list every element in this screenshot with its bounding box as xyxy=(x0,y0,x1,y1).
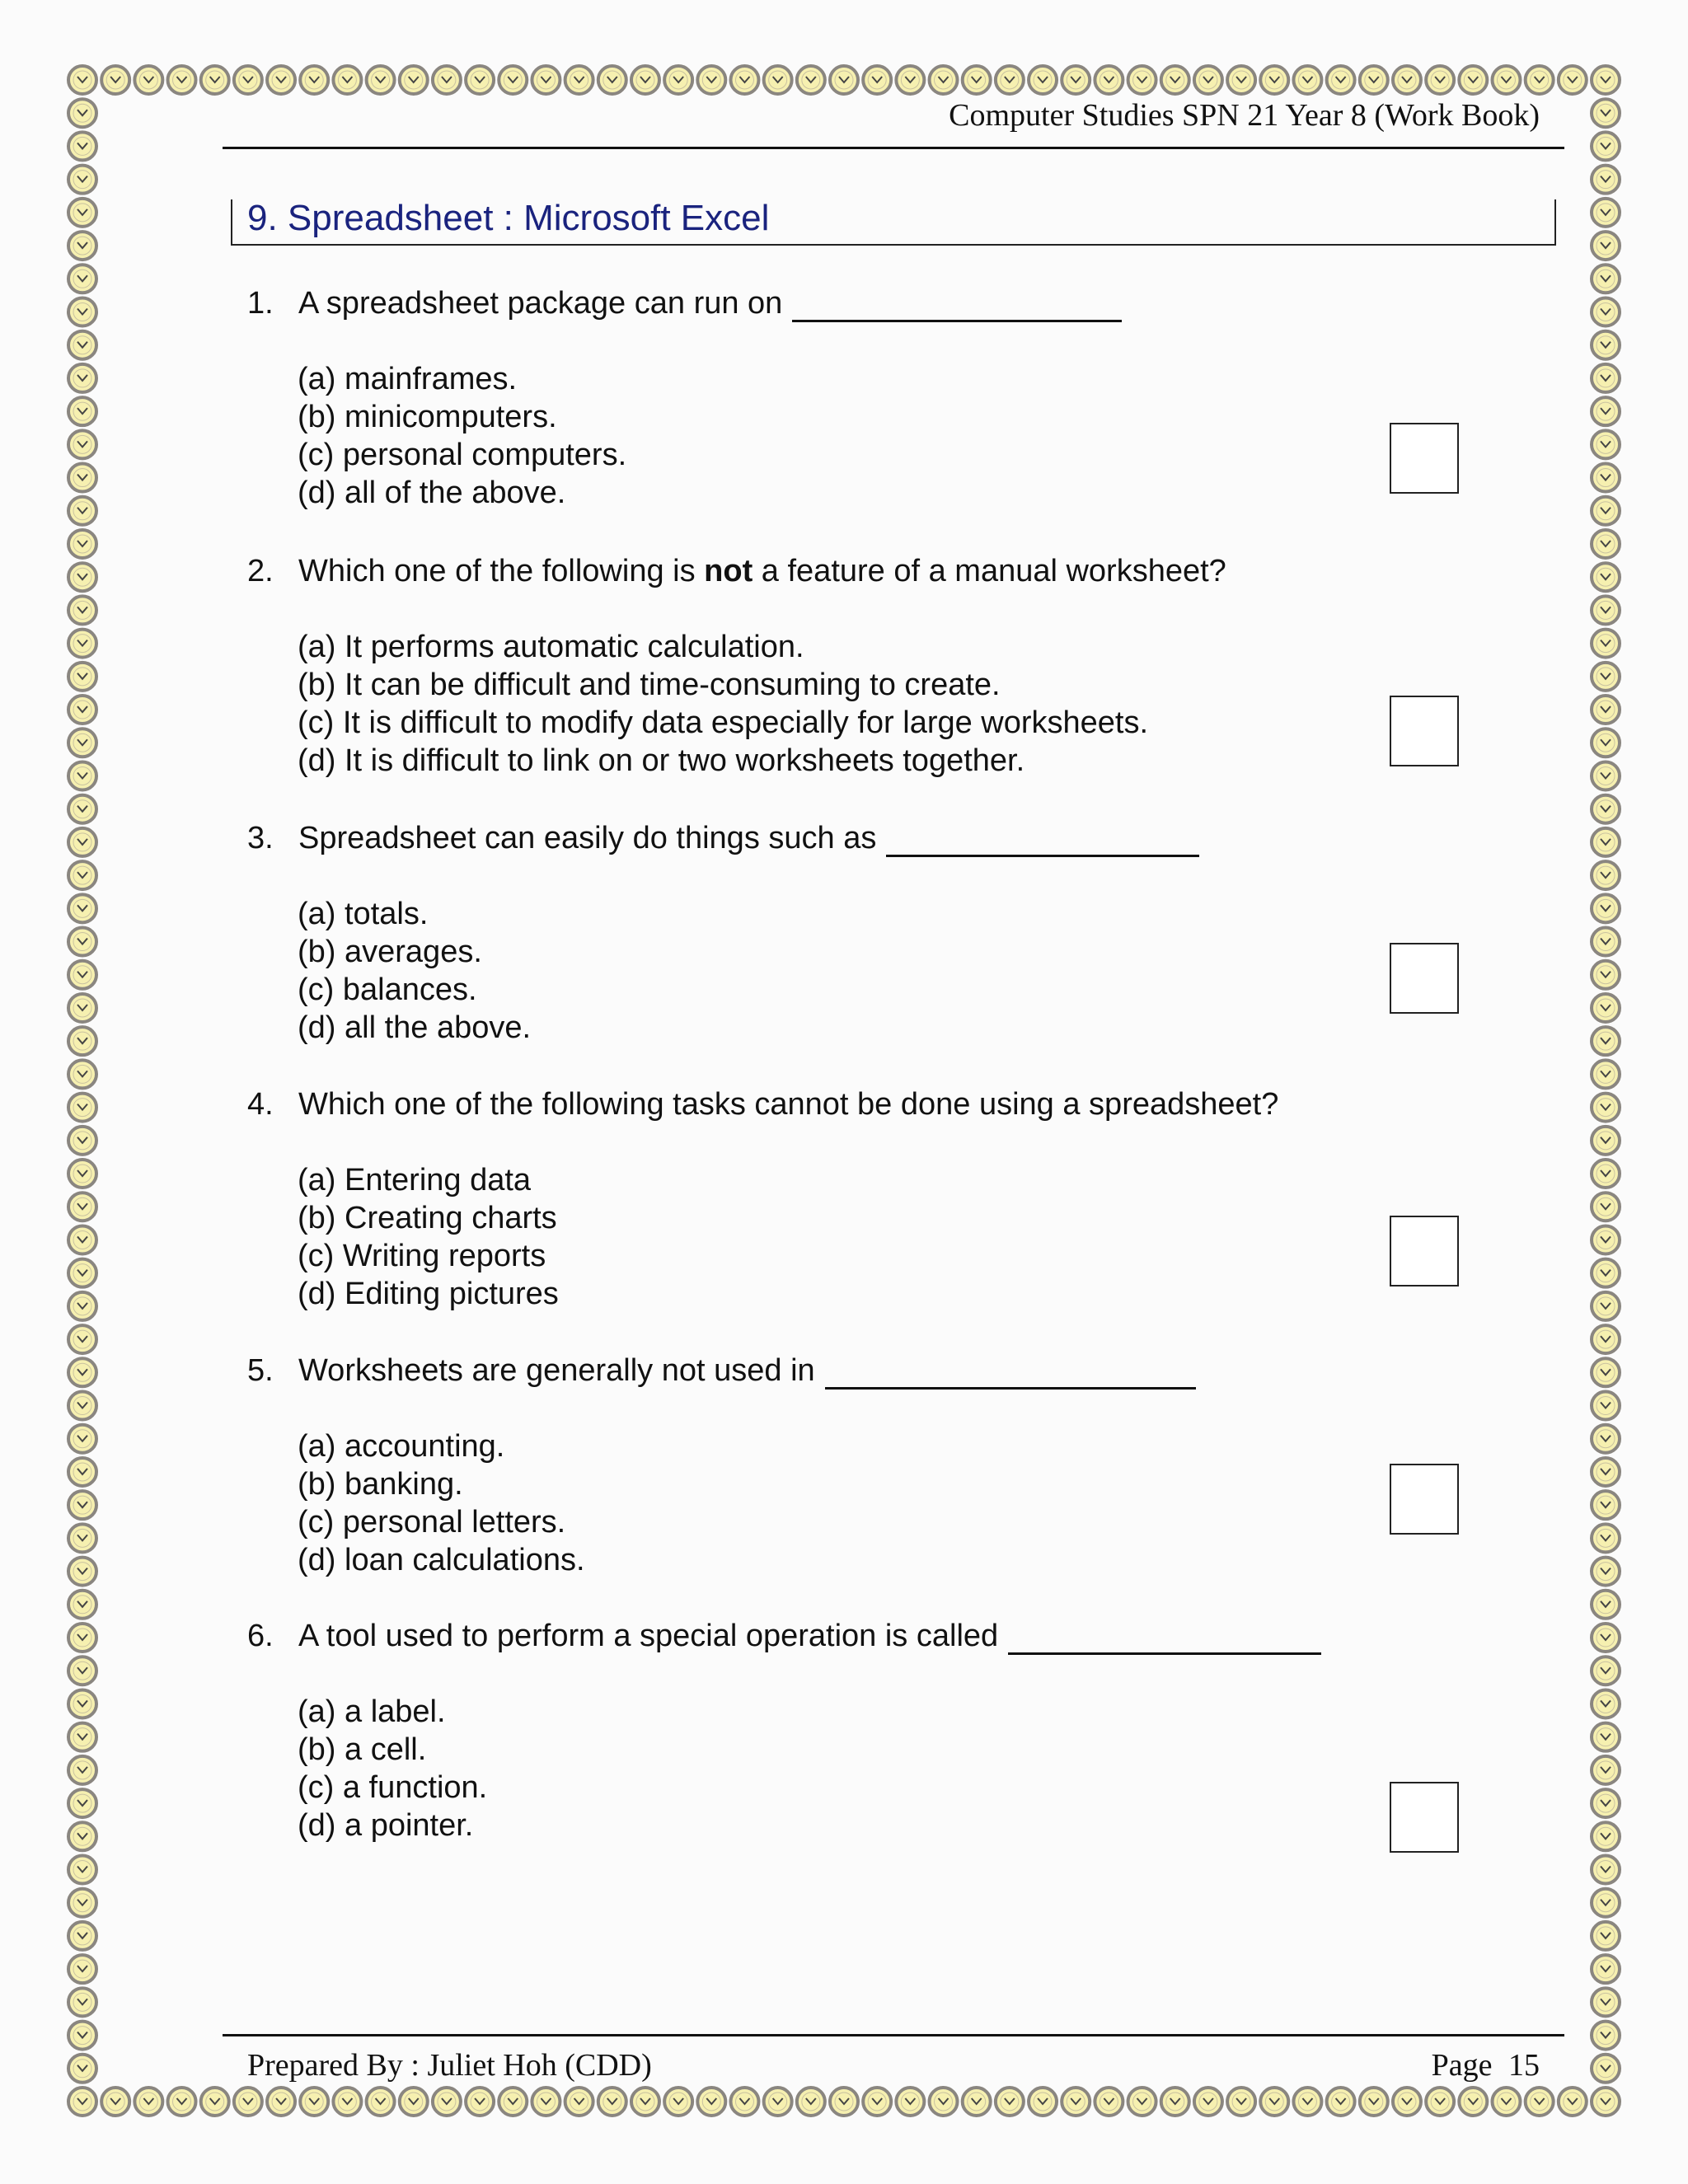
option: (b) a cell. xyxy=(298,1732,427,1767)
clock-icon xyxy=(1592,1723,1620,1751)
clock-icon xyxy=(1592,563,1620,591)
clock-icon xyxy=(1095,66,1123,94)
question-text: A tool used to perform a special operation is called xyxy=(298,1619,999,1653)
clock-icon xyxy=(1426,2088,1454,2116)
clock-icon xyxy=(234,2088,262,2116)
clock-icon xyxy=(68,861,96,889)
option: (c) personal letters. xyxy=(298,1505,566,1540)
question-1 xyxy=(247,284,1122,322)
question-text: Which one of the following tasks cannot be done using a spreadsheet? xyxy=(298,1087,1279,1122)
clock-icon xyxy=(68,1558,96,1586)
clock-icon xyxy=(68,497,96,525)
clock-icon xyxy=(68,1458,96,1486)
clock-icon xyxy=(1592,1094,1620,1122)
clock-icon xyxy=(1393,2088,1421,2116)
clock-icon xyxy=(68,132,96,160)
clock-icon xyxy=(68,894,96,922)
clock-icon xyxy=(68,265,96,293)
option: (d) all the above. xyxy=(298,1010,532,1045)
clock-icon xyxy=(1592,530,1620,558)
clock-icon xyxy=(68,1856,96,1884)
page-number: 15 xyxy=(1508,2048,1540,2083)
clock-icon xyxy=(68,2055,96,2083)
clock-icon xyxy=(1360,66,1388,94)
clock-icon xyxy=(201,66,229,94)
clock-icon xyxy=(333,2088,361,2116)
clock-icon xyxy=(433,2088,461,2116)
option: (b) averages. xyxy=(298,935,482,969)
clock-icon xyxy=(499,2088,527,2116)
clock-icon xyxy=(68,1425,96,1453)
clock-icon xyxy=(1592,1856,1620,1884)
clock-icon xyxy=(830,2088,858,2116)
question-2-options xyxy=(298,628,1148,780)
answer-box-3[interactable] xyxy=(1390,943,1459,1014)
option: (d) It is difficult to link on or two worksheets together. xyxy=(298,743,1025,778)
option: (a) Entering data xyxy=(298,1163,532,1197)
clock-icon xyxy=(1526,66,1554,94)
clock-icon xyxy=(1526,2088,1554,2116)
clock-icon xyxy=(565,66,593,94)
clock-icon xyxy=(1592,994,1620,1022)
clock-icon xyxy=(1592,1955,1620,1983)
clock-icon xyxy=(68,1524,96,1552)
clock-icon xyxy=(1592,2088,1620,2116)
clock-icon xyxy=(400,66,428,94)
clock-icon xyxy=(68,2022,96,2050)
clock-icon xyxy=(499,66,527,94)
clock-icon xyxy=(68,1723,96,1751)
clock-icon xyxy=(1592,1624,1620,1652)
header-divider xyxy=(223,147,1564,149)
clock-icon xyxy=(1592,961,1620,989)
clock-icon xyxy=(532,2088,560,2116)
clock-icon xyxy=(68,1027,96,1055)
clock-icon xyxy=(1592,1127,1620,1155)
clock-icon xyxy=(1592,2022,1620,2050)
clock-icon xyxy=(68,1193,96,1221)
clock-icon xyxy=(631,2088,659,2116)
clock-icon xyxy=(1227,2088,1255,2116)
clock-icon xyxy=(1592,1325,1620,1353)
answer-box-2[interactable] xyxy=(1390,696,1459,766)
question-4-options xyxy=(298,1161,559,1313)
clock-icon xyxy=(134,2088,162,2116)
clock-icon xyxy=(466,2088,494,2116)
answer-box-5[interactable] xyxy=(1390,1464,1459,1535)
question-number: 2. xyxy=(247,554,274,588)
clock-icon xyxy=(101,66,129,94)
clock-icon xyxy=(1592,1458,1620,1486)
clock-icon xyxy=(1592,1027,1620,1055)
clock-icon xyxy=(1492,66,1520,94)
clock-icon xyxy=(300,66,328,94)
clock-icon xyxy=(68,1491,96,1519)
clock-icon xyxy=(1592,828,1620,856)
clock-icon xyxy=(1592,1889,1620,1917)
clock-icon xyxy=(1592,596,1620,624)
option: (d) all of the above. xyxy=(298,476,566,510)
clock-icon xyxy=(1592,1558,1620,1586)
clock-icon xyxy=(1592,1358,1620,1386)
clock-icon xyxy=(1592,1756,1620,1784)
clock-icon xyxy=(134,66,162,94)
option: (a) accounting. xyxy=(298,1429,505,1464)
clock-icon xyxy=(1592,1690,1620,1718)
clock-icon xyxy=(68,1292,96,1320)
clock-icon xyxy=(730,2088,758,2116)
clock-icon xyxy=(68,663,96,691)
clock-icon xyxy=(1260,2088,1288,2116)
question-1-options xyxy=(298,360,626,512)
clock-icon xyxy=(68,232,96,260)
clock-icon xyxy=(68,1789,96,1817)
question-6 xyxy=(247,1617,1321,1655)
clock-icon xyxy=(1592,630,1620,658)
option: (c) a function. xyxy=(298,1770,488,1805)
clock-icon xyxy=(764,66,792,94)
answer-box-1[interactable] xyxy=(1390,423,1459,494)
clock-icon xyxy=(1194,2088,1222,2116)
clock-icon xyxy=(68,729,96,757)
question-number: 4. xyxy=(247,1087,274,1122)
clock-icon xyxy=(1592,1822,1620,1850)
clock-icon xyxy=(1592,1292,1620,1320)
clock-icon xyxy=(1592,861,1620,889)
clock-icon xyxy=(1592,729,1620,757)
clock-icon xyxy=(1459,2088,1487,2116)
question-text: A spreadsheet package can run on xyxy=(298,286,783,321)
clock-icon xyxy=(68,1988,96,2016)
clock-icon xyxy=(1592,199,1620,227)
clock-icon xyxy=(1592,1524,1620,1552)
clock-icon xyxy=(68,1690,96,1718)
option: (b) minicomputers. xyxy=(298,400,557,434)
clock-icon xyxy=(1592,928,1620,956)
clock-icon xyxy=(267,66,295,94)
clock-icon xyxy=(730,66,758,94)
clock-icon xyxy=(1592,364,1620,392)
clock-icon xyxy=(1592,265,1620,293)
clock-icon xyxy=(1161,66,1189,94)
clock-icon xyxy=(68,1922,96,1950)
clock-icon xyxy=(1592,66,1620,94)
clock-icon xyxy=(1492,2088,1520,2116)
clock-icon xyxy=(1095,2088,1123,2116)
clock-icon xyxy=(1128,66,1156,94)
clock-icon xyxy=(896,66,924,94)
clock-icon xyxy=(267,2088,295,2116)
clock-icon xyxy=(1592,298,1620,326)
clock-icon xyxy=(101,2088,129,2116)
clock-icon xyxy=(1592,1259,1620,1287)
clock-icon xyxy=(631,66,659,94)
clock-icon xyxy=(863,66,891,94)
question-6-options xyxy=(298,1693,487,1844)
answer-blank[interactable] xyxy=(825,1356,1196,1390)
clock-icon xyxy=(664,2088,692,2116)
clock-icon xyxy=(68,563,96,591)
clock-icon xyxy=(1592,232,1620,260)
clock-icon xyxy=(1592,132,1620,160)
clock-icon xyxy=(1592,1193,1620,1221)
answer-blank[interactable] xyxy=(1008,1621,1321,1655)
clock-icon xyxy=(797,2088,825,2116)
clock-icon xyxy=(532,66,560,94)
clock-icon xyxy=(764,2088,792,2116)
clock-icon xyxy=(1592,1392,1620,1420)
clock-icon xyxy=(68,1325,96,1353)
clock-icon xyxy=(68,1955,96,1983)
clock-icon xyxy=(68,1392,96,1420)
clock-icon xyxy=(930,2088,958,2116)
clock-icon xyxy=(168,2088,196,2116)
clock-icon xyxy=(68,994,96,1022)
clock-icon xyxy=(68,199,96,227)
clock-icon xyxy=(1592,1491,1620,1519)
clock-icon xyxy=(400,2088,428,2116)
clock-icon xyxy=(1592,1789,1620,1817)
option: (b) banking. xyxy=(298,1467,463,1502)
clock-icon xyxy=(68,1358,96,1386)
clock-icon xyxy=(697,2088,725,2116)
clock-icon xyxy=(68,1094,96,1122)
option: (a) totals. xyxy=(298,897,429,931)
clock-icon xyxy=(1592,663,1620,691)
question-5 xyxy=(247,1352,1196,1390)
clock-icon xyxy=(1194,66,1222,94)
clock-icon xyxy=(1592,894,1620,922)
option: (c) Writing reports xyxy=(298,1239,546,1273)
clock-icon xyxy=(68,795,96,823)
clock-icon xyxy=(1592,1425,1620,1453)
clock-icon xyxy=(367,66,395,94)
clock-icon xyxy=(1029,66,1057,94)
answer-blank[interactable] xyxy=(792,288,1122,322)
clock-icon xyxy=(201,2088,229,2116)
clock-icon xyxy=(1592,497,1620,525)
clock-icon xyxy=(1426,66,1454,94)
clock-icon xyxy=(996,66,1024,94)
option: (b) Creating charts xyxy=(298,1201,557,1235)
question-2 xyxy=(247,552,1226,590)
page-label: Page xyxy=(1431,2048,1493,2083)
option: (a) a label. xyxy=(298,1694,446,1729)
footer-divider xyxy=(223,2034,1564,2036)
clock-icon xyxy=(68,596,96,624)
clock-icon xyxy=(664,66,692,94)
clock-icon xyxy=(598,2088,626,2116)
question-4 xyxy=(247,1085,1278,1123)
question-text: Worksheets are generally not used in xyxy=(298,1353,815,1388)
clock-icon xyxy=(68,66,96,94)
answer-box-6[interactable] xyxy=(1390,1782,1459,1853)
clock-icon xyxy=(565,2088,593,2116)
clock-icon xyxy=(68,530,96,558)
clock-icon xyxy=(68,1889,96,1917)
clock-icon xyxy=(598,66,626,94)
clock-icon xyxy=(68,1624,96,1652)
clock-icon xyxy=(1592,1060,1620,1088)
clock-icon xyxy=(1062,66,1090,94)
question-number: 6. xyxy=(247,1619,274,1653)
clock-icon xyxy=(1592,1591,1620,1619)
question-text: Which one of the following is xyxy=(298,554,696,588)
clock-icon xyxy=(996,2088,1024,2116)
clock-icon xyxy=(697,66,725,94)
clock-icon xyxy=(68,961,96,989)
clock-icon xyxy=(333,66,361,94)
question-number: 1. xyxy=(247,286,274,321)
clock-icon xyxy=(1459,66,1487,94)
question-3-options xyxy=(298,895,531,1047)
option: (a) mainframes. xyxy=(298,362,518,396)
clock-icon xyxy=(466,66,494,94)
question-3 xyxy=(247,819,1199,857)
option: (c) personal computers. xyxy=(298,438,627,472)
option: (d) Editing pictures xyxy=(298,1277,559,1311)
clock-icon xyxy=(68,762,96,790)
question-5-options xyxy=(298,1427,585,1579)
clock-icon xyxy=(1592,1226,1620,1254)
clock-icon xyxy=(234,66,262,94)
answer-blank[interactable] xyxy=(886,823,1199,857)
answer-box-4[interactable] xyxy=(1390,1216,1459,1286)
clock-icon xyxy=(1592,430,1620,458)
clock-icon xyxy=(1559,2088,1587,2116)
clock-icon xyxy=(1592,99,1620,127)
clock-icon xyxy=(1128,2088,1156,2116)
clock-icon xyxy=(963,2088,991,2116)
clock-icon xyxy=(1360,2088,1388,2116)
clock-icon xyxy=(1293,2088,1321,2116)
clock-icon xyxy=(1029,2088,1057,2116)
question-emphasis: not xyxy=(704,554,753,588)
clock-icon xyxy=(1592,1922,1620,1950)
clock-icon xyxy=(1592,1160,1620,1188)
clock-icon xyxy=(168,66,196,94)
clock-icon xyxy=(797,66,825,94)
clock-icon xyxy=(68,630,96,658)
option: (b) It can be difficult and time-consuming to create. xyxy=(298,668,1001,702)
clock-icon xyxy=(68,696,96,724)
clock-icon xyxy=(930,66,958,94)
clock-icon xyxy=(68,397,96,425)
clock-icon xyxy=(68,298,96,326)
clock-icon xyxy=(68,430,96,458)
clock-icon xyxy=(1592,397,1620,425)
clock-icon xyxy=(1062,2088,1090,2116)
question-text: a feature of a manual worksheet? xyxy=(761,554,1226,588)
question-number: 3. xyxy=(247,821,274,855)
clock-icon xyxy=(1559,66,1587,94)
clock-icon xyxy=(1161,2088,1189,2116)
clock-icon xyxy=(68,1756,96,1784)
clock-icon xyxy=(1327,66,1355,94)
clock-icon xyxy=(68,1591,96,1619)
clock-icon xyxy=(1592,696,1620,724)
clock-icon xyxy=(68,1060,96,1088)
question-number: 5. xyxy=(247,1353,274,1388)
option: (d) loan calculations. xyxy=(298,1543,585,1577)
clock-icon xyxy=(1592,166,1620,194)
clock-icon xyxy=(863,2088,891,2116)
clock-icon xyxy=(68,1822,96,1850)
header-title: Computer Studies SPN 21 Year 8 (Work Book) xyxy=(949,98,1540,133)
clock-icon xyxy=(68,2088,96,2116)
option: (c) balances. xyxy=(298,972,477,1007)
clock-icon xyxy=(1592,1988,1620,2016)
clock-icon xyxy=(963,66,991,94)
clock-icon xyxy=(68,828,96,856)
clock-icon xyxy=(68,1657,96,1685)
clock-icon xyxy=(68,1259,96,1287)
clock-icon xyxy=(1592,795,1620,823)
option: (d) a pointer. xyxy=(298,1808,474,1843)
clock-icon xyxy=(830,66,858,94)
footer-prepared-by: Prepared By : Juliet Hoh (CDD) xyxy=(247,2048,652,2083)
clock-icon xyxy=(300,2088,328,2116)
clock-icon xyxy=(1592,2055,1620,2083)
clock-icon xyxy=(1592,464,1620,492)
clock-icon xyxy=(68,464,96,492)
clock-icon xyxy=(68,166,96,194)
clock-icon xyxy=(1592,762,1620,790)
clock-icon xyxy=(1260,66,1288,94)
footer-page xyxy=(1432,2047,1540,2083)
question-text: Spreadsheet can easily do things such as xyxy=(298,821,877,855)
clock-icon xyxy=(68,364,96,392)
option: (a) It performs automatic calculation. xyxy=(298,630,804,664)
option: (c) It is difficult to modify data especially for large worksheets. xyxy=(298,705,1149,740)
clock-icon xyxy=(1293,66,1321,94)
clock-icon xyxy=(1592,1657,1620,1685)
clock-icon xyxy=(367,2088,395,2116)
clock-icon xyxy=(68,99,96,127)
clock-icon xyxy=(68,928,96,956)
clock-icon xyxy=(68,1226,96,1254)
clock-icon xyxy=(68,1160,96,1188)
section-title: 9. Spreadsheet : Microsoft Excel xyxy=(247,198,770,238)
clock-icon xyxy=(1592,331,1620,359)
clock-icon xyxy=(68,1127,96,1155)
clock-icon xyxy=(1393,66,1421,94)
clock-icon xyxy=(896,2088,924,2116)
clock-icon xyxy=(433,66,461,94)
clock-icon xyxy=(68,331,96,359)
clock-icon xyxy=(1327,2088,1355,2116)
clock-icon xyxy=(1227,66,1255,94)
